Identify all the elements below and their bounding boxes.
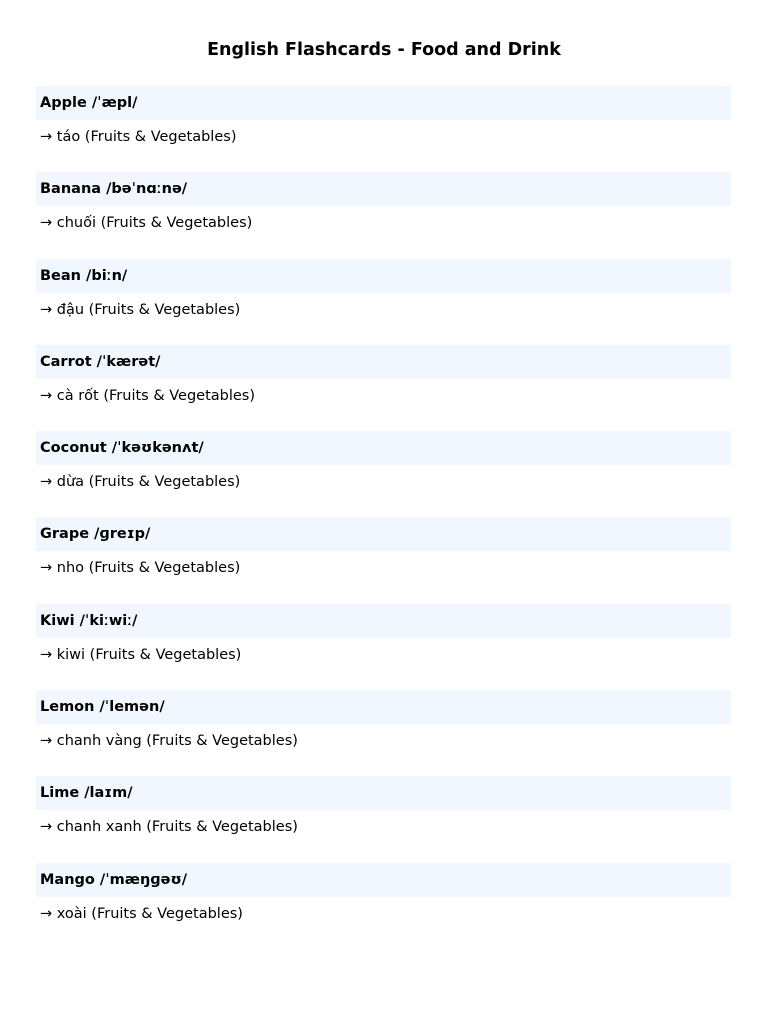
flashcard-list: [36, 86, 731, 949]
flashcard-meaning: → táo (Fruits & Vegetables): [40, 129, 237, 145]
flashcard-meaning: → nho (Fruits & Vegetables): [40, 560, 241, 577]
flashcard-term: Apple /ˈæpl/: [36, 86, 731, 120]
flashcard: [36, 690, 731, 776]
flashcard-term: Grape /ɡreɪp/: [36, 517, 731, 551]
flashcard-meaning: → cà rốt (Fruits & Vegetables): [40, 387, 256, 404]
flashcard-meaning: → chanh xanh (Fruits & Vegetables): [40, 819, 298, 836]
flashcard-term: Lemon /ˈlemən/: [36, 690, 731, 724]
flashcard: [36, 863, 731, 949]
flashcard-meaning: → chanh vàng (Fruits & Vegetables): [40, 733, 298, 750]
flashcard: [36, 86, 731, 172]
page-title: English Flashcards - Food and Drink: [207, 40, 561, 60]
flashcard: [36, 431, 731, 517]
flashcard: [36, 345, 731, 431]
flashcard-term: Lime /laɪm/: [36, 776, 731, 810]
flashcard: [36, 776, 731, 862]
flashcard-meaning: → chuối (Fruits & Vegetables): [40, 215, 253, 232]
flashcard: [36, 604, 731, 690]
flashcard-term: Carrot /ˈkærət/: [36, 345, 731, 379]
flashcard-meaning: → đậu (Fruits & Vegetables): [40, 301, 241, 318]
flashcard-term: Kiwi /ˈkiːwiː/: [36, 604, 731, 638]
flashcard-meaning: → dừa (Fruits & Vegetables): [40, 474, 241, 491]
flashcard: [36, 172, 731, 258]
flashcard-term: Banana /bəˈnɑːnə/: [36, 172, 731, 206]
flashcard-meaning: → kiwi (Fruits & Vegetables): [40, 646, 242, 663]
flashcard-term: Mango /ˈmæŋɡəʊ/: [36, 863, 731, 897]
flashcard: [36, 517, 731, 603]
flashcard-meaning: → xoài (Fruits & Vegetables): [40, 905, 243, 922]
flashcard: [36, 259, 731, 345]
flashcard-term: Coconut /ˈkəʊkənʌt/: [36, 431, 731, 465]
flashcard-term: Bean /biːn/: [36, 259, 731, 293]
